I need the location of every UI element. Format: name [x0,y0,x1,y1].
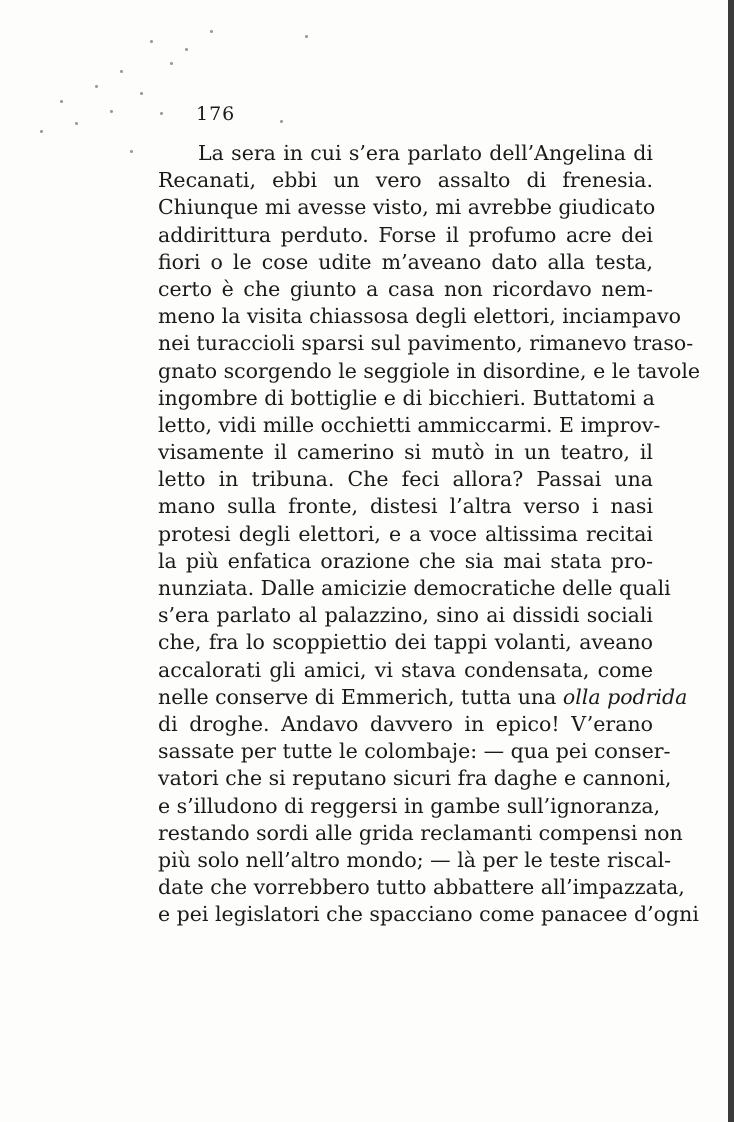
text-line: meno la visita chiassosa degli elettori, inciampavo [158,304,681,329]
text-line: letto, vidi mille occhietti ammiccarmi. E improv- [158,412,661,437]
page-number: 176 [196,103,236,125]
text-line: addirittura perduto. Forse il profumo acre dei [158,222,653,247]
text-line: certo è che giunto a casa non ricordavo nem- [158,276,653,301]
text-line: più solo nell’altro mondo; — là per le teste riscal- [158,847,672,872]
text-line: di droghe. Andavo davvero in epico! V’erano [158,711,653,736]
text-line: vatori che si reputano sicuri fra daghe e cannoni, [158,766,672,791]
italic-phrase: olla podrida [562,684,688,709]
text-line: s’era parlato al palazzino, sino ai dissidi sociali [158,603,653,628]
text-line: accalorati gli amici, vi stava condensata, come [158,657,653,682]
text-line: e s’illudono di reggersi in gambe sull’ignoranza, [158,793,661,818]
text-line: nei turaccioli sparsi sul pavimento, rimanevo traso- [158,331,694,356]
text-line: ingombre di bottiglie e di bicchieri. Buttatomi a [158,385,655,410]
text-line: nunziata. Dalle amicizie democratiche delle quali [158,576,671,600]
text-line: e pei legislatori che spacciano come panacee d’ogni [158,902,699,927]
text-line: date che vorrebbero tutto abbattere all’impazzata, [158,875,685,900]
text-line: gnato scorgendo le seggiole in disordine, e le tavole [158,358,701,383]
text-line: protesi degli elettori, e a voce altissima recitai [158,521,653,546]
body-text [158,140,701,928]
text-line: mano sulla fronte, distesi l’altra verso i nasi [158,494,653,519]
text-line: la più enfatica orazione che sia mai stata pro- [158,548,653,573]
text-line: Chiunque mi avesse visto, mi avrebbe giudicato [158,195,656,220]
text-line: che, fra lo scoppiettio dei tappi volanti, aveano [158,630,653,655]
text-line: restando sordi alle grida reclamanti compensi non [158,820,683,845]
page-edge-shadow [728,0,734,1122]
text-line: Recanati, ebbi un vero assalto di frenesia. [158,168,653,193]
text-segment: nelle conserve di Emmerich, tutta una [158,684,557,709]
text-line: visamente il camerino si mutò in un teatro, il [158,440,653,465]
text-line: letto in tribuna. Che feci allora? Passai una [158,467,653,492]
text-line: La sera in cui s’era parlato dell’Angelina di [198,141,653,165]
text-line: fiori o le cose udite m’aveano dato alla testa, [158,249,653,274]
text-line-with-italic [158,684,688,711]
text-line: sassate per tutte le colombaje: — qua pei conser- [158,739,671,764]
